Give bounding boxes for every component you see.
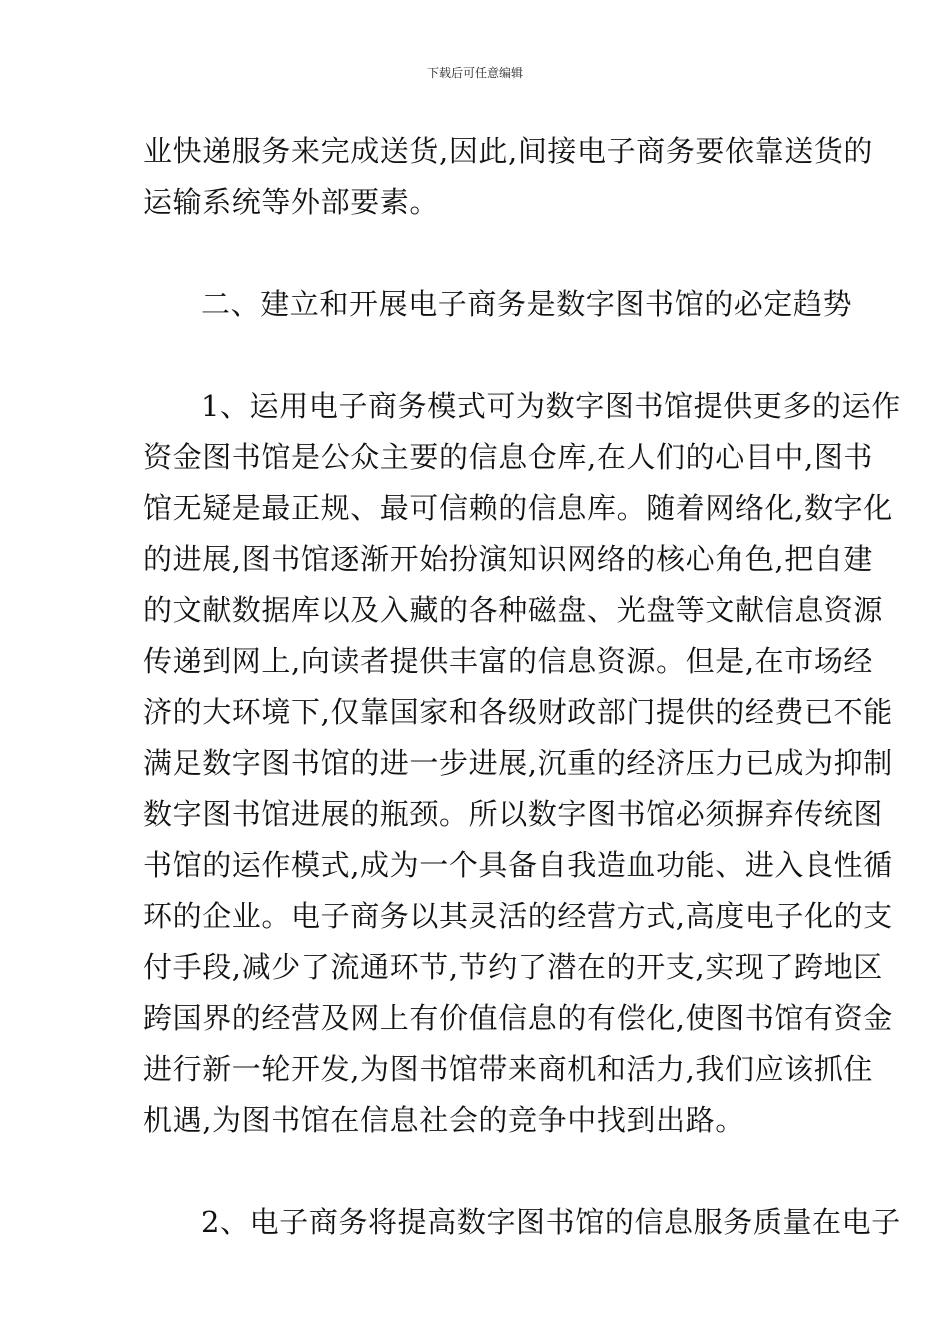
text-line: 跨国界的经营及网上有价值信息的有偿化,使图书馆有资金 (143, 1001, 893, 1035)
text-line: 满足数字图书馆的进一步进展,沉重的经济压力已成为抑制 (143, 746, 893, 780)
text-line: 传递到网上,向读者提供丰富的信息资源。但是,在市场经 (143, 644, 874, 678)
paragraph-2 (143, 1197, 901, 1248)
paragraph-gap (143, 228, 808, 279)
text-line: 书馆的运作模式,成为一个具备自我造血功能、进入良性循 (143, 848, 893, 882)
text-line: 的文献数据库以及入藏的各种磁盘、光盘等文献信息资源 (143, 593, 884, 627)
section-heading (143, 279, 853, 330)
paragraph-1 (143, 381, 901, 1146)
text-line: 业快递服务来完成送货,因此,间接电子商务要依靠送货的 (143, 134, 874, 168)
text-line: 1、运用电子商务模式可为数字图书馆提供更多的运作 (201, 389, 901, 423)
document-body (143, 126, 901, 1248)
text-line: 资金图书馆是公众主要的信息仓库,在人们的心目中,图书 (143, 440, 874, 474)
text-line: 的进展,图书馆逐渐开始扮演知识网络的核心角色,把自建 (143, 542, 874, 576)
text-line: 机遇,为图书馆在信息社会的竞争中找到出路。 (143, 1103, 745, 1137)
paragraph-gap (143, 1146, 808, 1197)
paragraph-continuation (143, 126, 874, 228)
text-line: 环的企业。电子商务以其灵活的经营方式,高度电子化的支 (143, 899, 893, 933)
paragraph-gap (143, 330, 808, 381)
text-line: 2、电子商务将提高数字图书馆的信息服务质量在电子 (201, 1205, 901, 1239)
text-line: 付手段,减少了流通环节,节约了潜在的开支,实现了跨地区 (143, 950, 883, 984)
text-line: 馆无疑是最正规、最可信赖的信息库。随着网络化,数字化 (143, 491, 893, 525)
text-line: 济的大环境下,仅靠国家和各级财政部门提供的经费已不能 (143, 695, 893, 729)
page-header: 下载后可任意编辑 (426, 66, 523, 80)
heading-line: 二、建立和开展电子商务是数字图书馆的必定趋势 (201, 287, 853, 321)
text-line: 进行新一轮开发,为图书馆带来商机和活力,我们应该抓住 (143, 1052, 874, 1086)
text-line: 数字图书馆进展的瓶颈。所以数字图书馆必须摒弃传统图 (143, 797, 884, 831)
text-line: 运输系统等外部要素。 (143, 185, 440, 219)
